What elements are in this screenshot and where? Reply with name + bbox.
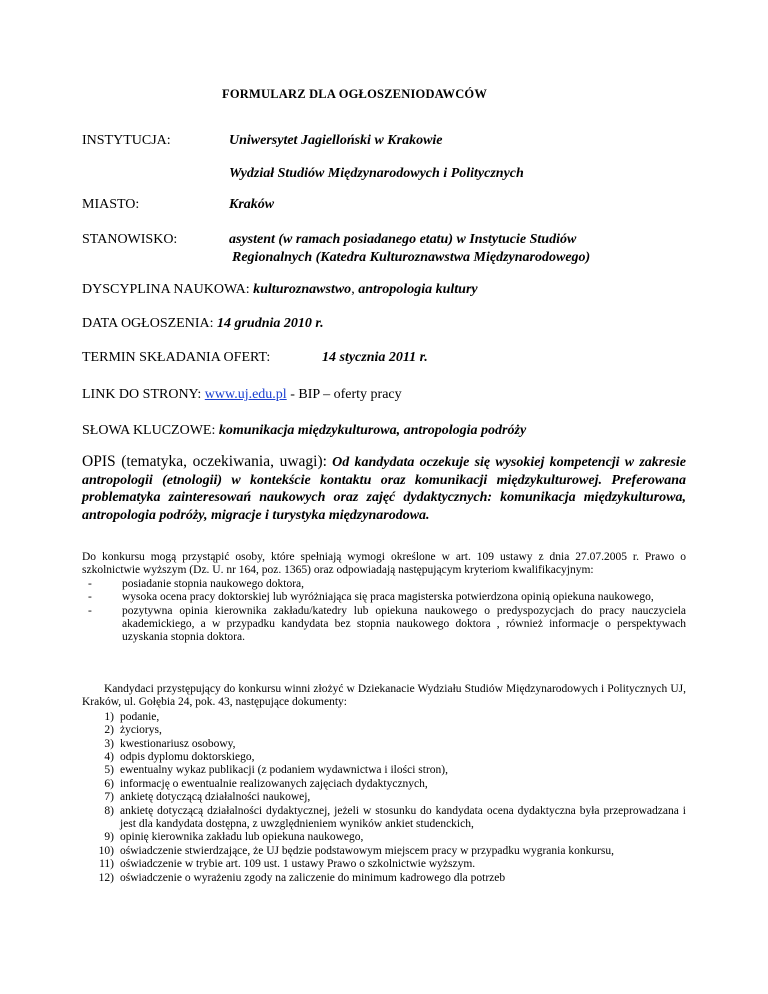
data-label: DATA OGŁOSZENIA: bbox=[82, 316, 214, 331]
requirement-item: - wysoka ocena pracy doktorskiej lub wyróżniająca się praca magisterska potwierdzona opinią opiekuna naukowego, bbox=[88, 591, 654, 604]
termin-value: 14 stycznia 2011 r. bbox=[322, 350, 428, 365]
document-item: 5) ewentualny wykaz publikacji (z podaniem wydawnictwa i ilości stron), bbox=[104, 764, 448, 777]
document-item: 1) podanie, bbox=[104, 710, 160, 723]
stanowisko-value-line2: Regionalnych (Katedra Kulturoznawstwa Międzynarodowego) bbox=[232, 250, 591, 265]
document-item: 3) kwestionariusz osobowy, bbox=[104, 737, 236, 750]
requirements-intro: Do konkursu mogą przystąpić osoby, które spełniają wymogi określone w art. 109 ustawy z dnia 27.07.2005 r. Prawo o szkolnictwie wyższym (Dz. U. nr 164, poz. 1365) oraz odpowiadają następującym kryteriom kwalifikacyjnym: bbox=[82, 551, 686, 577]
miasto-label: MIASTO: bbox=[82, 197, 140, 212]
form-title: FORMULARZ DLA OGŁOSZENIODAWCÓW bbox=[222, 87, 488, 101]
stanowisko-value-line1: asystent (w ramach posiadanego etatu) w Instytucie Studiów bbox=[229, 232, 577, 247]
document-item: 10) oświadczenie stwierdzające, że UJ będzie podstawowym miejscem pracy w przypadku wygrania konkursu, bbox=[98, 844, 615, 857]
link-row bbox=[82, 387, 402, 403]
website-link[interactable]: www.uj.edu.pl bbox=[204, 387, 287, 402]
instytucja-label: INSTYTUCJA: bbox=[82, 133, 171, 148]
document-item: 11) oświadczenie w trybie art. 109 ust. 1 ustawy Prawo o szkolnictwie wyższym. bbox=[99, 858, 476, 871]
instytucja-value: Uniwersytet Jagielloński w Krakowie bbox=[229, 133, 443, 148]
miasto-value: Kraków bbox=[229, 197, 275, 212]
slowa-row bbox=[82, 423, 526, 439]
document-item: 7) ankietę dotyczącą działalności naukowej, bbox=[104, 791, 311, 804]
document-item: 4) odpis dyplomu doktorskiego, bbox=[104, 751, 255, 764]
termin-label: TERMIN SKŁADANIA OFERT: bbox=[82, 350, 271, 365]
slowa-value: komunikacja międzykulturowa, antropologia podróży bbox=[218, 423, 527, 438]
stanowisko-label: STANOWISKO: bbox=[82, 232, 178, 247]
data-value: 14 grudnia 2010 r. bbox=[216, 316, 324, 331]
dyscyplina-row bbox=[82, 282, 478, 298]
dyscyplina-value-a: kulturoznawstwo bbox=[253, 282, 352, 297]
document-item: 12) oświadczenie o wyrażeniu zgody na zaliczenie do minimum kadrowego dla potrzeb bbox=[98, 871, 506, 884]
document-item: 8) ankietę dotyczącą działalności dydaktycznej, jeżeli w stosunku do kandydata ocena dydaktyczna była przeprowadzana i jest dla kandydata dostępna, z uwzględnieniem wyników ankiet studenckich, bbox=[104, 804, 686, 831]
requirement-item: - pozytywna opinia kierownika zakładu/katedry lub opiekuna naukowego o predyspozycjach do pracy nauczyciela akademickiego, a w przypadku kandydata bez stopnia naukowego doktora , również informacje o perspektywach uzyskania stopnia doktora. bbox=[88, 604, 686, 644]
list-dash: - bbox=[88, 577, 92, 590]
documents-section bbox=[82, 683, 686, 885]
requirement-item: - posiadanie stopnia naukowego doktora, bbox=[88, 577, 305, 590]
opis-text: Od kandydata oczekuje się wysokiej kompetencji w zakresie antropologii (etnologii) w kontekście kontaktu oraz komunikacji międzykulturowej. Preferowana problematyka zainteresowań naukowych oraz zajęć dydaktycznych: komunikacja międzykulturowa, antropologia podróży, migracje i turystyka międzynarodowa. bbox=[82, 455, 687, 523]
link-suffix: - BIP – oferty pracy bbox=[290, 387, 402, 402]
requirements-list bbox=[82, 578, 686, 645]
dyscyplina-label: DYSCYPLINA NAUKOWA: bbox=[82, 282, 250, 297]
opis-paragraph bbox=[82, 453, 686, 524]
documents-intro: Kandydaci przystępujący do konkursu winni złożyć w Dziekanacie Wydziału Studiów Międzynarodowych i Politycznych UJ, Kraków, ul. Gołębia 24, pok. 43, następujące dokumenty: bbox=[82, 683, 686, 709]
list-dash: - bbox=[88, 604, 92, 617]
dyscyplina-separator: , bbox=[351, 282, 355, 297]
document-item: 2) życiorys, bbox=[104, 724, 162, 737]
dyscyplina-value-b: antropologia kultury bbox=[358, 282, 478, 297]
list-dash: - bbox=[88, 591, 92, 604]
slowa-label: SŁOWA KLUCZOWE: bbox=[82, 423, 216, 438]
opis-label: OPIS (tematyka, oczekiwania, uwagi): bbox=[82, 453, 327, 470]
link-label: LINK DO STRONY: bbox=[82, 387, 202, 402]
requirements-section bbox=[82, 551, 686, 645]
documents-list bbox=[82, 711, 686, 885]
document-item: 6) informację o ewentualnie realizowanych zajęciach dydaktycznych, bbox=[104, 777, 428, 790]
data-row bbox=[82, 316, 324, 332]
wydzial-value: Wydział Studiów Międzynarodowych i Politycznych bbox=[229, 166, 524, 181]
document-item: 9) opinię kierownika zakładu lub opiekuna naukowego, bbox=[104, 831, 364, 844]
